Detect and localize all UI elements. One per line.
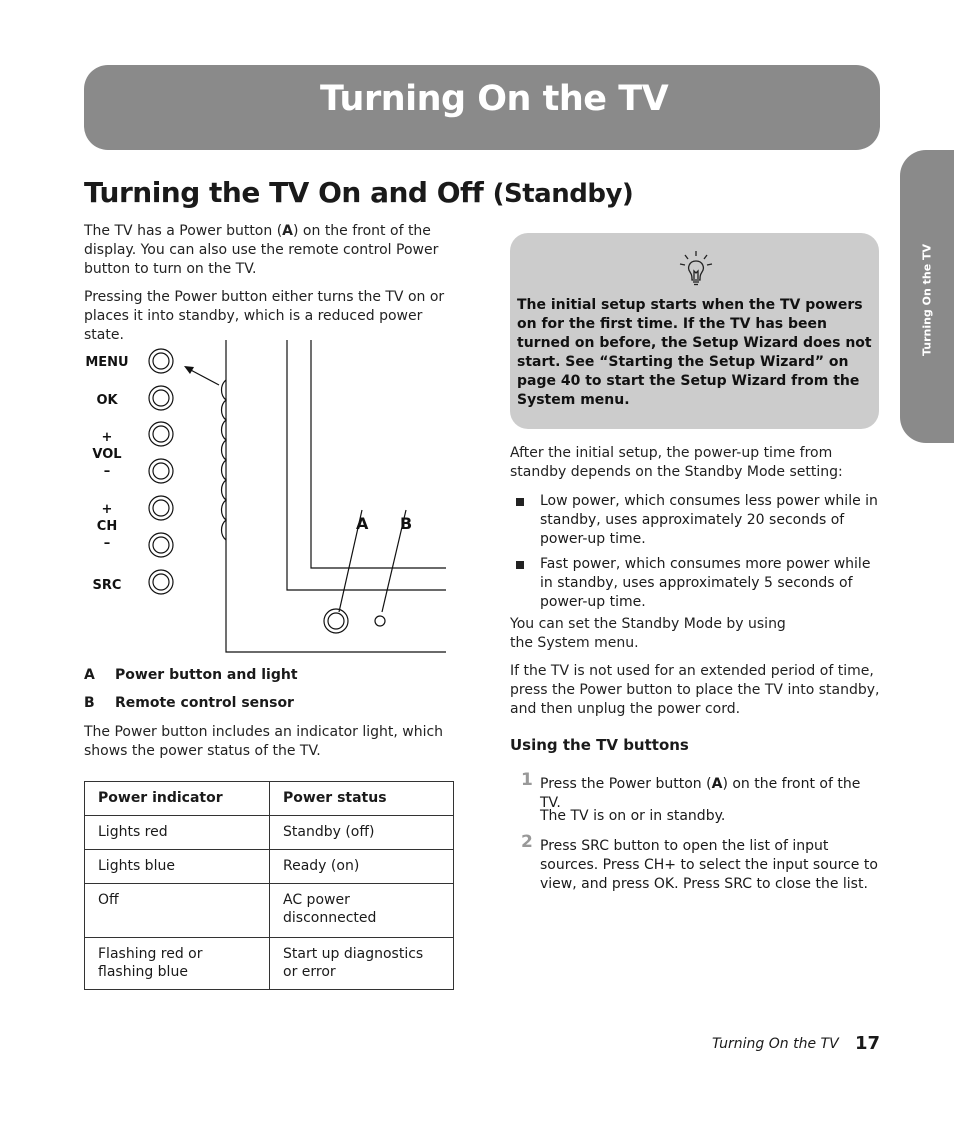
ok-button xyxy=(149,386,173,410)
footer-chapter-label: Turning On the TV xyxy=(712,1036,839,1052)
power-status-table xyxy=(84,781,454,990)
list-item: Low power, which consumes less power while in standby, uses approximately 20 seconds of power-up time. xyxy=(510,492,880,549)
menu-button xyxy=(149,349,173,373)
tip-box xyxy=(510,233,879,429)
step-note: The TV is on or in standby. xyxy=(540,808,726,824)
after-setup-text: After the initial setup, the power-up time from standby depends on the Standby Mode setting: xyxy=(510,445,843,480)
table-row: Flashing red or flashing blue Start up diagnostics or error xyxy=(85,938,454,990)
arrow-icon xyxy=(184,366,194,374)
menu-label: MENU xyxy=(85,355,129,370)
power-note: The Power button includes an indicator light, which shows the power status of the TV. xyxy=(84,724,444,759)
list-item: Fast power, which consumes more power while in standby, uses approximately 5 seconds of power-up time. xyxy=(510,555,880,612)
table-row: Off AC power disconnected xyxy=(85,884,454,938)
using-tv-buttons-heading: Using the TV buttons xyxy=(510,736,689,754)
tv-front-diagram xyxy=(84,340,454,658)
table-header-row xyxy=(85,782,454,816)
step-number: 2 xyxy=(521,832,533,852)
caption-a: A Power button and light xyxy=(84,667,298,683)
ch-up-button xyxy=(149,496,173,520)
ch-minus-label: – xyxy=(103,536,111,551)
page-number: 17 xyxy=(855,1033,881,1054)
chapter-title: Turning On the TV xyxy=(320,79,669,119)
section-title-paren: (Standby) xyxy=(492,179,634,209)
label-b: B xyxy=(400,514,413,533)
ch-down-button xyxy=(149,533,173,557)
unplug-text: If the TV is not used for an extended period of time, press the Power button to place the TV into standby, and then unplug the power cord. xyxy=(510,663,880,717)
table-row: Lights blue Ready (on) xyxy=(85,850,454,884)
bullet-icon xyxy=(516,498,524,506)
step-number: 1 xyxy=(521,770,533,790)
remote-sensor xyxy=(375,616,385,626)
lightbulb-icon xyxy=(678,249,714,289)
caption-b: B Remote control sensor xyxy=(84,695,294,711)
chapter-banner xyxy=(84,65,880,150)
side-tab xyxy=(900,150,954,443)
intro-paragraph-2: Pressing the Power button either turns the TV on or places it into standby, which is a reduced power state. xyxy=(84,289,445,343)
vol-minus-label: – xyxy=(103,464,111,479)
vol-down-button xyxy=(149,459,173,483)
src-label: SRC xyxy=(92,578,122,593)
vol-label: VOL xyxy=(92,447,122,462)
section-title-main: Turning the TV On and Off xyxy=(84,176,484,209)
ch-plus-label: + xyxy=(101,502,113,517)
power-button xyxy=(324,609,348,633)
side-tab-label: Turning On the TV xyxy=(920,243,934,357)
header-power-status: Power status xyxy=(270,782,454,816)
table-row: Lights red Standby (off) xyxy=(85,816,454,850)
src-button xyxy=(149,570,173,594)
section-title xyxy=(84,176,633,209)
tip-text: The initial setup starts when the TV powers on for the first time. If the TV has been turned on before, the Setup Wizard does not start. See “Starting the Setup Wizard” on page 40 to start the Setup Wizard from the System menu. xyxy=(517,297,872,408)
ch-label: CH xyxy=(96,519,118,534)
standby-mode-text: You can set the Standby Mode by using the System menu. xyxy=(510,616,786,651)
vol-plus-label: + xyxy=(101,430,113,445)
tv-bezel xyxy=(222,340,447,652)
standby-mode-list xyxy=(510,492,880,618)
vol-up-button xyxy=(149,422,173,446)
label-a: A xyxy=(356,514,369,533)
header-power-indicator: Power indicator xyxy=(85,782,270,816)
intro-paragraph-1: The TV has a Power button (A) on the front of the display. You can also use the remote control Power button to turn on the TV. xyxy=(84,223,439,277)
ok-label: OK xyxy=(96,393,118,408)
bullet-icon xyxy=(516,561,524,569)
